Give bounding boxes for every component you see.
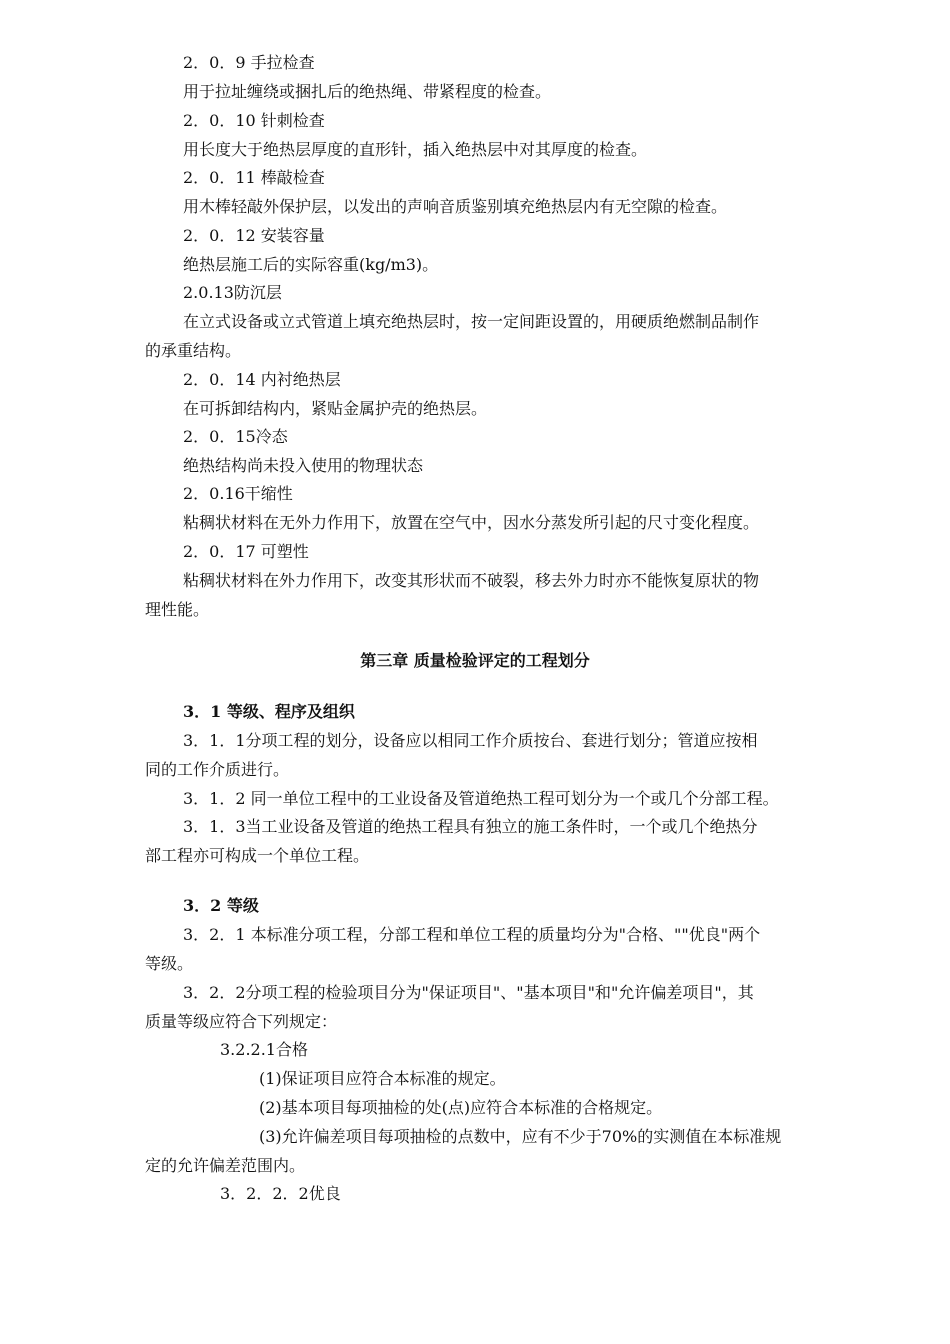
item-2-0-17-text: 粘稠状材料在外力作用下，改变其形状而不破裂，移去外力时亦不能恢复原状的物 [183,571,760,590]
item-2-0-15-heading: 2．0．15冷态 [183,427,288,446]
item-2-0-9-heading: 2．0．9 手拉检查 [183,53,315,72]
para-3-1-3-cont: 部工程亦可构成一个单位工程。 [145,846,370,865]
section-3-2-heading: 3．2 等级 [183,896,259,915]
item-2-0-14-text: 在可拆卸结构内，紧贴金属护壳的绝热层。 [183,399,488,418]
sub-3-2-2-2-heading: 3．2．2．2优良 [220,1184,341,1203]
item-2-0-10-text: 用长度大于绝热层厚度的直形针，插入绝热层中对其厚度的检查。 [183,140,648,159]
item-2-0-17-text-cont: 理性能。 [145,600,210,619]
chapter-title: 第三章 质量检验评定的工程划分 [360,651,590,670]
para-3-2-2-cont: 质量等级应符合下列规定： [145,1012,338,1031]
item-2-0-16-heading: 2．0.16干缩性 [183,484,293,503]
item-2-0-17-heading: 2．0．17 可塑性 [183,542,309,561]
item-2-0-12-heading: 2．0．12 安装容量 [183,226,325,245]
item-2-0-10-heading: 2．0．10 针刺检查 [183,111,325,130]
sub-3-2-2-1-heading: 3.2.2.1合格 [220,1040,308,1059]
qualified-item-3-cont: 定的允许偏差范围内。 [145,1156,306,1175]
item-2-0-9-text: 用于拉址缠绕或捆扎后的绝热绳、带紧程度的检查。 [183,82,552,101]
item-2-0-13-heading: 2.0.13防沉层 [183,283,282,302]
item-2-0-14-heading: 2．0．14 内衬绝热层 [183,370,341,389]
item-2-0-15-text: 绝热结构尚未投入使用的物理状态 [183,456,424,475]
qualified-item-2: (2)基本项目每项抽检的处(点)应符合本标准的合格规定。 [259,1098,663,1117]
item-2-0-13-text-cont: 的承重结构。 [145,341,242,360]
para-3-1-2: 3．1．2 同一单位工程中的工业设备及管道绝热工程可划分为一个或几个分部工程。 [183,789,779,808]
section-3-1-heading: 3．1 等级、程序及组织 [183,702,355,721]
para-3-1-1-cont: 同的工作介质进行。 [145,760,290,779]
qualified-item-3: (3)允许偏差项目每项抽检的点数中，应有不少于70%的实测值在本标准规 [259,1127,782,1146]
para-3-2-1-cont: 等级。 [145,954,194,973]
qualified-item-1: (1)保证项目应符合本标准的规定。 [259,1069,506,1088]
item-2-0-11-text: 用木棒轻敲外保护层，以发出的声响音质鉴别填充绝热层内有无空隙的检查。 [183,197,728,216]
item-2-0-13-text: 在立式设备或立式管道上填充绝热层时，按一定间距设置的，用硬质绝燃制品制作 [183,312,760,331]
para-3-2-1: 3．2．1 本标准分项工程，分部工程和单位工程的质量均分为"合格、""优良"两个 [183,925,761,944]
para-3-1-1: 3．1．1分项工程的划分，设备应以相同工作介质按台、套进行划分；管道应按相 [183,731,758,750]
para-3-2-2: 3．2．2分项工程的检验项目分为"保证项目"、"基本项目"和"允许偏差项目"，其 [183,983,754,1002]
item-2-0-11-heading: 2．0．11 棒敲检查 [183,168,325,187]
item-2-0-16-text: 粘稠状材料在无外力作用下，放置在空气中，因水分蒸发所引起的尺寸变化程度。 [183,513,760,532]
item-2-0-12-text: 绝热层施工后的实际容重(kg/m3)。 [183,255,439,274]
para-3-1-3: 3．1．3当工业设备及管道的绝热工程具有独立的施工条件时，一个或几个绝热分 [183,817,758,836]
